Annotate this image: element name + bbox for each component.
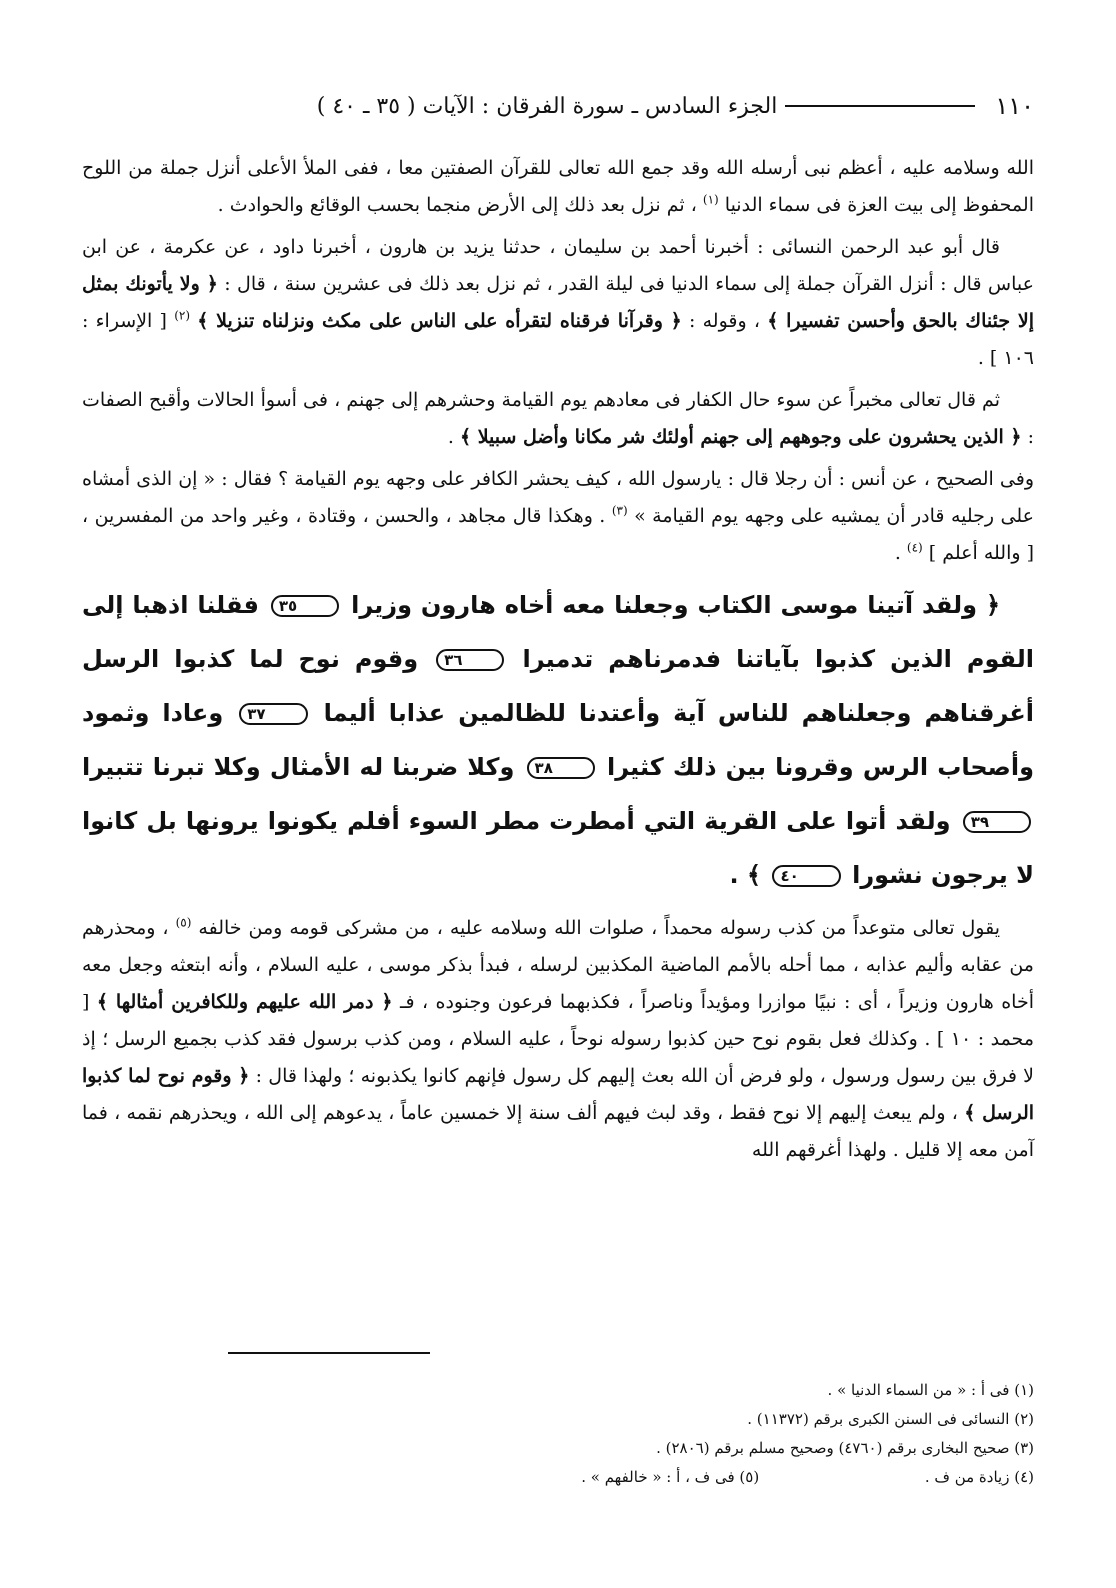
ayah-number-marker: ٣٧	[239, 703, 307, 725]
header-rule	[785, 105, 975, 107]
verse-text: ولقد آتينا موسى الكتاب وجعلنا معه أخاه هارون وزيرا	[351, 591, 978, 619]
paragraph	[82, 461, 1034, 572]
footnote-ref: (٢)	[174, 308, 191, 323]
paragraph-text: وفى الصحيح ، عن أنس : أن رجلا قال : يارسول الله ، كيف يحشر الكافر على وجهه يوم القيامة ؟ فقال : « إن الذى أمشاه على رجليه قادر أن يمشيه على وجهه يوم القيامة »	[82, 468, 1034, 527]
paragraph-text: ثم قال تعالى مخبراً عن سوء حال الكفار فى معادهم يوم القيامة وحشرهم إلى جهنم ، فى أسوأ الحالات وأقبح الصفات :	[82, 389, 1034, 448]
ayah-number-marker: ٣٨	[527, 757, 595, 779]
page-header	[82, 88, 1034, 124]
paragraph-text: يقول تعالى متوعداً من كذب رسوله محمداً ، صلوات الله وسلامه عليه ، من مشركى قومه ومن خالفه	[198, 917, 1000, 939]
paragraph	[82, 910, 1034, 1169]
footnote: (١) فى أ : « من السماء الدنيا » .	[827, 1381, 1034, 1399]
footnotes	[82, 1376, 1034, 1492]
quran-quote: ﴿ دمر الله عليهم وللكافرين أمثالها ﴾	[96, 991, 393, 1013]
paragraph-text: ، ثم نزل بعد ذلك إلى الأرض منجما بحسب الوقائع والحوادث .	[217, 194, 697, 216]
footnote: (٥) فى ف ، أ : « خالفهم » .	[581, 1468, 760, 1486]
quran-verses-block	[82, 578, 1034, 902]
footnote-ref: (١)	[702, 192, 719, 207]
paragraph-text: الله وسلامه عليه ، أعظم نبى أرسله الله وقد جمع الله تعالى للقرآن الصفتين معا ، ففى الملأ الأعلى أنزل جملة من اللوح المحفوظ إلى بيت العزة فى سماء الدنيا	[82, 157, 1034, 216]
ayah-number-marker: ٣٥	[271, 595, 339, 617]
book-page	[82, 0, 1034, 1588]
page-number: ١١٠	[995, 92, 1034, 120]
paragraph-text: قال أبو عبد الرحمن النسائى : أخبرنا أحمد بن سليمان ، حدثنا يزيد بن هارون ، أخبرنا داود ، عن عكرمة ، عن ابن عباس قال : أنزل القرآن جملة إلى سماء الدنيا فى ليلة القدر ، ثم نزل بعد ذلك فى عشرين سنة ، قال :	[82, 236, 1034, 295]
ornate-bracket-open: ﴿	[985, 591, 1001, 619]
paragraph-text: .	[447, 426, 454, 448]
footnote: (٤) زيادة من ف .	[924, 1468, 1034, 1486]
paragraph-text: ، ولم يبعث إليهم إلا نوح فقط ، وقد لبث فيهم ألف سنة إلا خمسين عاماً ، يدعوهم إلى الله ، ويحذرهم نقمه ، فما آمن معه إلا قليل . ولهذا أغرقهم الله	[82, 1102, 1034, 1161]
footnote-ref: (٤)	[906, 540, 923, 555]
ayah-number-marker: ٣٩	[963, 811, 1031, 833]
verse-text: وكلا ضربنا له الأمثال وكلا تبرنا تتبيرا	[82, 753, 515, 781]
footnote-ref: (٥)	[175, 915, 192, 930]
quran-quote: ﴿ ولا يأتونك بمثل إلا جئناك بالحق وأحسن تفسيرا ﴾	[82, 273, 1034, 332]
running-title: الجزء السادس ـ سورة الفرقان : الآيات ( ٣٥ ـ ٤٠ )	[316, 93, 778, 119]
verse-text: فقلنا اذهبا إلى القوم الذين كذبوا بآياتنا فدمرناهم تدميرا	[82, 591, 1035, 673]
footnote-separator	[228, 1352, 430, 1354]
paragraph	[82, 150, 1034, 224]
quran-quote: ﴿ الذين يحشرون على وجوههم إلى جهنم أولئك شر مكانا وأضل سبيلا ﴾	[459, 426, 1022, 448]
ornate-bracket-close: ﴾ .	[729, 861, 762, 889]
quran-quote: ﴿ وقوم نوح لما كذبوا الرسل ﴾	[82, 1065, 1035, 1124]
ayah-number-marker: ٤٠	[772, 865, 840, 887]
verse-text: وعادا وثمود وأصحاب الرس وقرونا بين ذلك كثيرا	[82, 699, 1034, 781]
paragraph	[82, 382, 1034, 456]
paragraph-text: .	[894, 542, 901, 564]
footnote-ref: (٣)	[611, 503, 628, 518]
paragraph	[82, 229, 1034, 377]
footnote-line	[82, 1463, 1034, 1492]
footnote: (٣) صحيح البخارى برقم (٤٧٦٠) وصحيح مسلم برقم (٢٨٠٦) .	[656, 1439, 1034, 1457]
quran-quote: ﴿ وقرآنا فرقناه لتقرأه على الناس على مكث ونزلناه تنزيلا ﴾	[197, 310, 682, 332]
paragraph-text: ، ومحذرهم من عقابه وأليم عذابه ، مما أحله بالأمم الماضية المكذبين لرسله ، فبدأ بذكر موسى ، عليه السلام ، وأنه ابتعثه وجعل معه أخاه هارون وزيراً ، أى : نبيًا موازرا ومؤيداً وناصراً ، فكذبهما فرعون وجنوده ، فـ	[82, 917, 1034, 1013]
paragraph-text: ، وقوله :	[689, 310, 761, 332]
footnote: (٢) النسائى فى السنن الكبرى برقم (١١٣٧٢) .	[747, 1410, 1034, 1428]
verse-text: وقوم نوح لما كذبوا الرسل أغرقناهم وجعلناهم للناس آية وأعتدنا للظالمين عذابا أليما	[82, 645, 1034, 727]
verse-text: ولقد أتوا على القرية التي أمطرت مطر السوء أفلم يكونوا يرونها بل كانوا لا يرجون نشورا	[82, 807, 1034, 889]
paragraph-text: [ الإسراء : ١٠٦ ] .	[82, 310, 1034, 369]
paragraph-text: [ محمد : ١٠ ] . وكذلك فعل بقوم نوح حين كذبوا رسوله نوحاً ، عليه السلام ، ومن كذب برسول فقد كذب بجميع الرسل ؛ إذ لا فرق بين رسول ورسول ، ولو فرض أن الله بعث إليهم كل رسول فإنهم كانوا يكذبونه ؛ ولهذا قال :	[82, 991, 1035, 1087]
page-body	[82, 150, 1034, 1174]
ayah-number-marker: ٣٦	[436, 649, 504, 671]
paragraph-text: . وهكذا قال مجاهد ، والحسن ، وقتادة ، وغير واحد من المفسرين ، [ والله أعلم ]	[82, 505, 1034, 564]
